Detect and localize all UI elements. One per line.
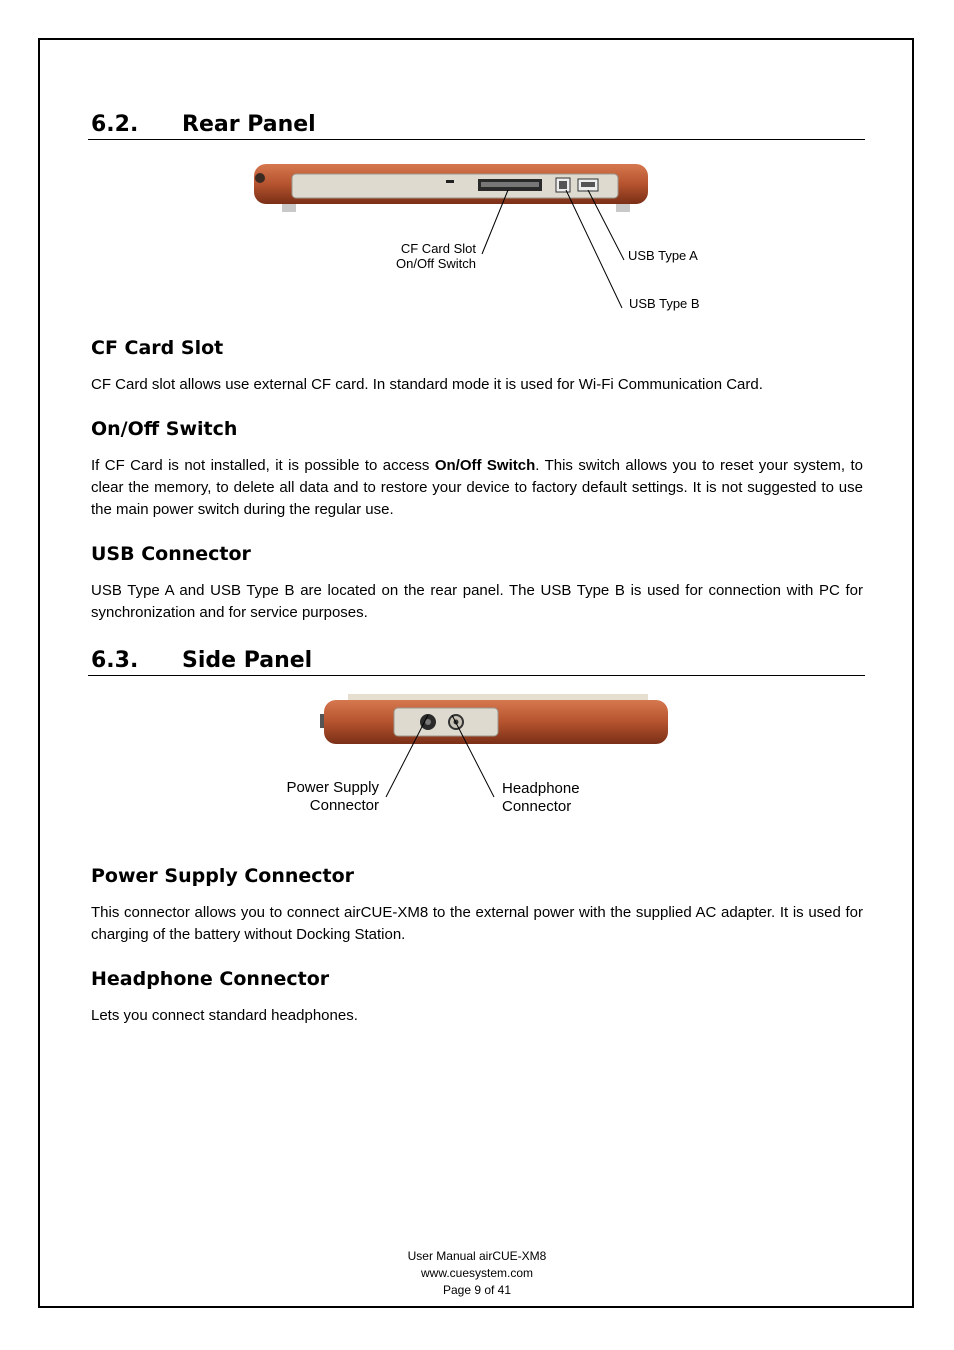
onoff-text-end: . This switch allows you to reset your system, to clear the memory, to delete all data and to restore your device to factory default settings. It is not suggested to use the main power switch during the regular use. xyxy=(91,457,863,518)
side-callout-lines xyxy=(380,715,510,805)
onoff-paragraph xyxy=(91,455,863,521)
heading-power-supply-connector: Power Supply Connector xyxy=(91,865,355,887)
section-title: Side Panel xyxy=(182,648,313,673)
label-power-supply: Power Supply xyxy=(286,779,379,796)
rear-callout-lines xyxy=(470,190,650,320)
label-cf-card-slot: CF Card Slot xyxy=(400,241,476,256)
cf-card-paragraph: CF Card slot allows use external CF card. In standard mode it is used for Wi-Fi Communication Card. xyxy=(91,376,763,393)
heading-cf-card-slot: CF Card Slot xyxy=(91,337,224,359)
section-number: 6.2. xyxy=(91,112,139,137)
usb-paragraph: USB Type A and USB Type B are located on the rear panel. The USB Type B is used for connection with PC for synchronization and for service purposes. xyxy=(91,582,863,621)
label-headphone: Headphone xyxy=(502,780,580,797)
heading-usb-connector: USB Connector xyxy=(91,543,251,565)
footer-page-number: Page 9 of 41 xyxy=(442,1283,512,1297)
section-title: Rear Panel xyxy=(182,112,316,137)
headphone-paragraph: Lets you connect standard headphones. xyxy=(91,1007,358,1024)
footer-website: www.cuesystem.com xyxy=(420,1266,534,1280)
label-usb-type-a: USB Type A xyxy=(628,248,698,263)
footer-manual-title: User Manual airCUE-XM8 xyxy=(407,1249,547,1263)
label-usb-type-b: USB Type B xyxy=(629,296,700,311)
section-heading-rear-panel xyxy=(88,111,865,140)
label-onoff-switch: On/Off Switch xyxy=(396,256,476,271)
heading-headphone-connector: Headphone Connector xyxy=(91,968,330,990)
label-power-supply-connector: Connector xyxy=(309,797,379,814)
label-headphone-connector: Connector xyxy=(502,798,572,815)
section-number: 6.3. xyxy=(91,648,139,673)
onoff-bold-term: On/Off Switch xyxy=(434,457,536,474)
section-heading-side-panel xyxy=(88,647,865,676)
onoff-text-start: If CF Card is not installed, it is possible to access xyxy=(91,457,435,474)
heading-onoff-switch: On/Off Switch xyxy=(91,418,238,440)
power-paragraph: This connector allows you to connect airCUE-XM8 to the external power with the supplied AC adapter. It is used for charging of the battery without Docking Station. xyxy=(91,904,863,943)
